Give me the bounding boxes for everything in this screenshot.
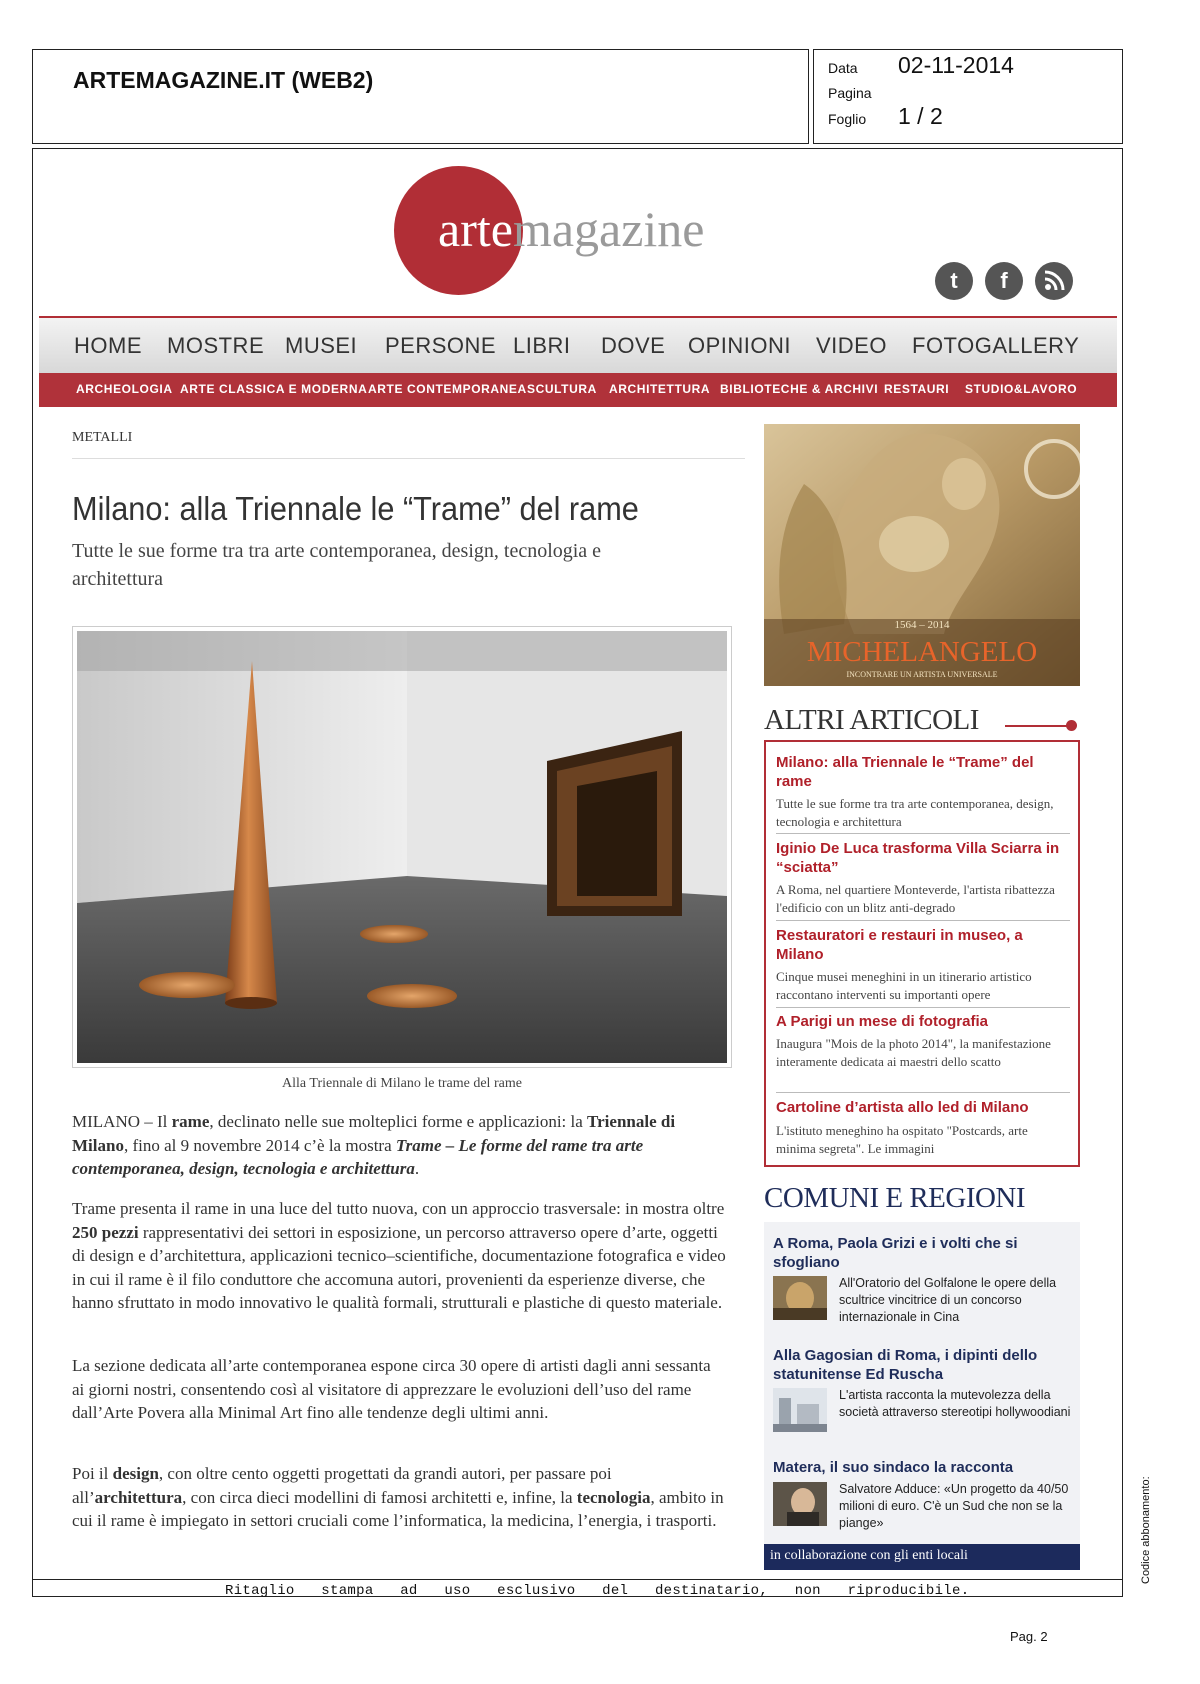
- heading-rule: [1005, 725, 1070, 727]
- article-subtitle: Tutte le sue forme tra tra arte contemporanea, design, tecnologia e architettura: [72, 540, 602, 590]
- p4-g: , ambito in cui il rame è impiegato in settori cruciali come l’informatica, la medicina, l’energia, i trasporti.: [72, 1487, 724, 1530]
- nav-mostre[interactable]: MOSTRE: [167, 333, 265, 358]
- p4-f: tecnologia: [576, 1487, 651, 1507]
- p4-b: design: [112, 1464, 159, 1483]
- source-title: ARTEMAGAZINE.IT (WEB2): [73, 67, 374, 93]
- comuni-item-1-thumb[interactable]: [773, 1276, 827, 1320]
- nav-opinioni[interactable]: OPINIONI: [688, 333, 792, 358]
- sub-nav: [39, 373, 1117, 407]
- altri-item-2-text: A Roma, nel quartiere Monteverde, l'artista ribattezza l'edificio con un blitz anti-degrado: [776, 882, 1055, 915]
- altri-item-3-title[interactable]: Restauratori e restauri in museo, a Milano: [776, 927, 1023, 963]
- foglio-value: 1 / 2: [898, 103, 943, 129]
- logo-part2: magazine: [512, 201, 705, 257]
- main-nav: [39, 316, 1117, 373]
- altri-item-4-text: Inaugura "Mois de la photo 2014", la manifestazione interamente dedicata ai maestri dello scatto: [776, 1036, 1051, 1069]
- nav-home[interactable]: HOME: [74, 333, 142, 358]
- rss-glyph: [1035, 262, 1073, 300]
- p4-a: Poi il: [72, 1464, 113, 1483]
- p1-g: .: [414, 1159, 420, 1178]
- data-label: Data: [828, 60, 858, 76]
- logo-part1: arte: [438, 201, 513, 257]
- nav-studio-lavoro[interactable]: STUDIO&LAVORO: [965, 382, 1078, 396]
- altri-item-5-title[interactable]: Cartoline d’artista allo led di Milano: [776, 1099, 1029, 1116]
- nav-dove[interactable]: DOVE: [601, 333, 666, 358]
- data-value: 02-11-2014: [898, 52, 1014, 78]
- comuni-list: [764, 1222, 1080, 1567]
- article-photo: [72, 626, 732, 1068]
- altri-item-1-title[interactable]: Milano: alla Triennale le “Trame” del rame: [776, 754, 1034, 790]
- paragraph-3: La sezione dedicata all’arte contemporanea espone circa 30 opere di artisti dagli anni sessanta ai giorni nostri, consentendo così al visitatore di apprezzare le evoluzioni dell’uso del rame dall’Arte Povera alla Minimal Art fino alle tendenze degli ultimi anni.: [72, 1356, 711, 1422]
- p1-a: MILANO – Il: [72, 1112, 172, 1131]
- codice-abbonamento: Codice abbonamento:: [1140, 1476, 1152, 1584]
- comuni-item-3-thumb[interactable]: [773, 1482, 827, 1526]
- nav-scultura[interactable]: SCULTURA: [527, 382, 597, 396]
- ad-years: 1564 – 2014: [894, 619, 950, 631]
- nav-libri[interactable]: LIBRI: [513, 333, 571, 358]
- ad-title: MICHELANGELO: [806, 636, 1038, 668]
- paragraph-1: [72, 1110, 727, 1181]
- source-box: [32, 49, 809, 144]
- heading-dot: [1066, 720, 1077, 731]
- p2-a: Trame presenta il rame in una luce del tutto nuova, con un approccio trasversale: in mostra oltre: [72, 1199, 725, 1218]
- altri-divider: [776, 833, 1070, 834]
- page-number: Pag. 2: [1010, 1629, 1048, 1644]
- paragraph-4: [72, 1462, 727, 1533]
- paragraph-2: [72, 1197, 727, 1315]
- altri-articoli-list: [764, 740, 1080, 1167]
- nav-restauri[interactable]: RESTAURI: [884, 382, 950, 396]
- p1-c: , declinato nelle sue molteplici forme e applicazioni: la: [209, 1112, 588, 1131]
- p1-b: rame: [171, 1112, 210, 1131]
- comuni-item-3-text: Salvatore Adduce: «Un progetto da 40/50 milioni di euro. C'è un Sud che non se la piange»: [839, 1482, 1069, 1530]
- meta-box: [813, 49, 1123, 144]
- altri-item-3-text: Cinque musei meneghini in un itinerario artistico raccontano interventi su importanti opere: [776, 969, 1032, 1002]
- rss-icon[interactable]: [1035, 262, 1073, 300]
- altri-divider: [776, 920, 1070, 921]
- gallery-image: [77, 631, 727, 1063]
- altri-articoli-heading: ALTRI ARTICOLI: [764, 704, 979, 736]
- p4-d: architettura: [94, 1487, 183, 1507]
- altri-item-4-title[interactable]: A Parigi un mese di fotografia: [776, 1013, 988, 1030]
- nav-musei[interactable]: MUSEI: [285, 333, 358, 358]
- comuni-footer[interactable]: in collaborazione con gli enti locali: [764, 1544, 1080, 1570]
- nav-architettura[interactable]: ARCHITETTURA: [609, 382, 711, 396]
- nav-fotogallery[interactable]: FOTOGALLERY: [912, 333, 1080, 358]
- foglio-label: Foglio: [828, 111, 867, 127]
- p2-b: 250 pezzi: [72, 1222, 139, 1242]
- article-title: Milano: alla Triennale le “Trame” del rame: [72, 490, 639, 527]
- twitter-icon[interactable]: t: [935, 262, 973, 300]
- ad-tagline: INCONTRARE UN ARTISTA UNIVERSALE: [846, 670, 998, 679]
- comuni-item-2-title[interactable]: Alla Gagosian di Roma, i dipinti dello statunitense Ed Ruscha: [773, 1347, 1038, 1383]
- ad-image: [764, 424, 1080, 686]
- comuni-heading: COMUNI E REGIONI: [764, 1182, 1026, 1214]
- p4-c: , con oltre cento oggetti progettati da grandi autori, per passare poi all’: [72, 1464, 612, 1507]
- altri-divider: [776, 1092, 1070, 1093]
- site-logo[interactable]: [438, 200, 705, 258]
- pagina-label: Pagina: [828, 85, 872, 101]
- michelangelo-ad[interactable]: [764, 424, 1080, 686]
- p2-c: rappresentativi dei settori in esposizione, un percorso attraverso opere d’arte, oggetti di design e d’architettura, applicazioni tecnico–scientifiche, documentazione fotografica e video in cui il rame è il filo conduttore che accomuna autori, provenienti da esperienze diverse, che hanno sfruttato in modo innovativo le qualità formali, strutturali e plastiche di questo materiale.: [72, 1222, 726, 1312]
- altri-divider: [776, 1007, 1070, 1008]
- nav-arte-classica[interactable]: ARTE CLASSICA E MODERNA: [180, 382, 368, 396]
- altri-item-1-text: Tutte le sue forme tra tra arte contemporanea, design, tecnologia e architettura: [776, 796, 1054, 829]
- p1-f: Trame – Le forme del rame tra arte contemporanea, design, tecnologia e architettura: [72, 1135, 644, 1178]
- footer-divider: [32, 1579, 1123, 1580]
- photo-caption: Alla Triennale di Milano le trame del rame: [282, 1076, 522, 1091]
- nav-archeologia[interactable]: ARCHEOLOGIA: [76, 382, 173, 396]
- nav-biblioteche[interactable]: BIBLIOTECHE & ARCHIVI: [720, 382, 879, 396]
- nav-arte-contemporanea[interactable]: ARTE CONTEMPORANEA: [368, 382, 527, 396]
- p1-e: , fino al 9 novembre 2014 c’è la mostra: [123, 1135, 396, 1155]
- altri-item-2-title[interactable]: Iginio De Luca trasforma Villa Sciarra in “sciatta”: [776, 840, 1060, 876]
- comuni-item-2-text: L'artista racconta la mutevolezza della società attraverso stereotipi hollywoodiani: [839, 1388, 1071, 1419]
- nav-video[interactable]: VIDEO: [816, 333, 887, 358]
- p4-e: , con circa dieci modellini di famosi architetti e, infine, la: [182, 1487, 577, 1507]
- p1-d: Triennale di Milano: [72, 1112, 676, 1155]
- category-divider: [72, 458, 745, 459]
- comuni-item-1-text: All'Oratorio del Golfalone le opere della scultrice vincitrice di un concorso internazionale in Cina: [839, 1276, 1057, 1324]
- comuni-item-2-thumb[interactable]: [773, 1388, 827, 1432]
- comuni-item-3-title[interactable]: Matera, il suo sindaco la racconta: [773, 1459, 1014, 1476]
- nav-persone[interactable]: PERSONE: [385, 333, 497, 358]
- clip-notice: Ritaglio stampa ad uso esclusivo del destinatario, non riproducibile.: [225, 1583, 970, 1599]
- facebook-icon[interactable]: f: [985, 262, 1023, 300]
- altri-item-5-text: L'istituto meneghino ha ospitato "Postcards, arte minima segreta". Le immagini: [776, 1123, 1028, 1156]
- article-category[interactable]: METALLI: [72, 430, 133, 445]
- comuni-item-1-title[interactable]: A Roma, Paola Grizi e i volti che si sfogliano: [773, 1235, 1018, 1271]
